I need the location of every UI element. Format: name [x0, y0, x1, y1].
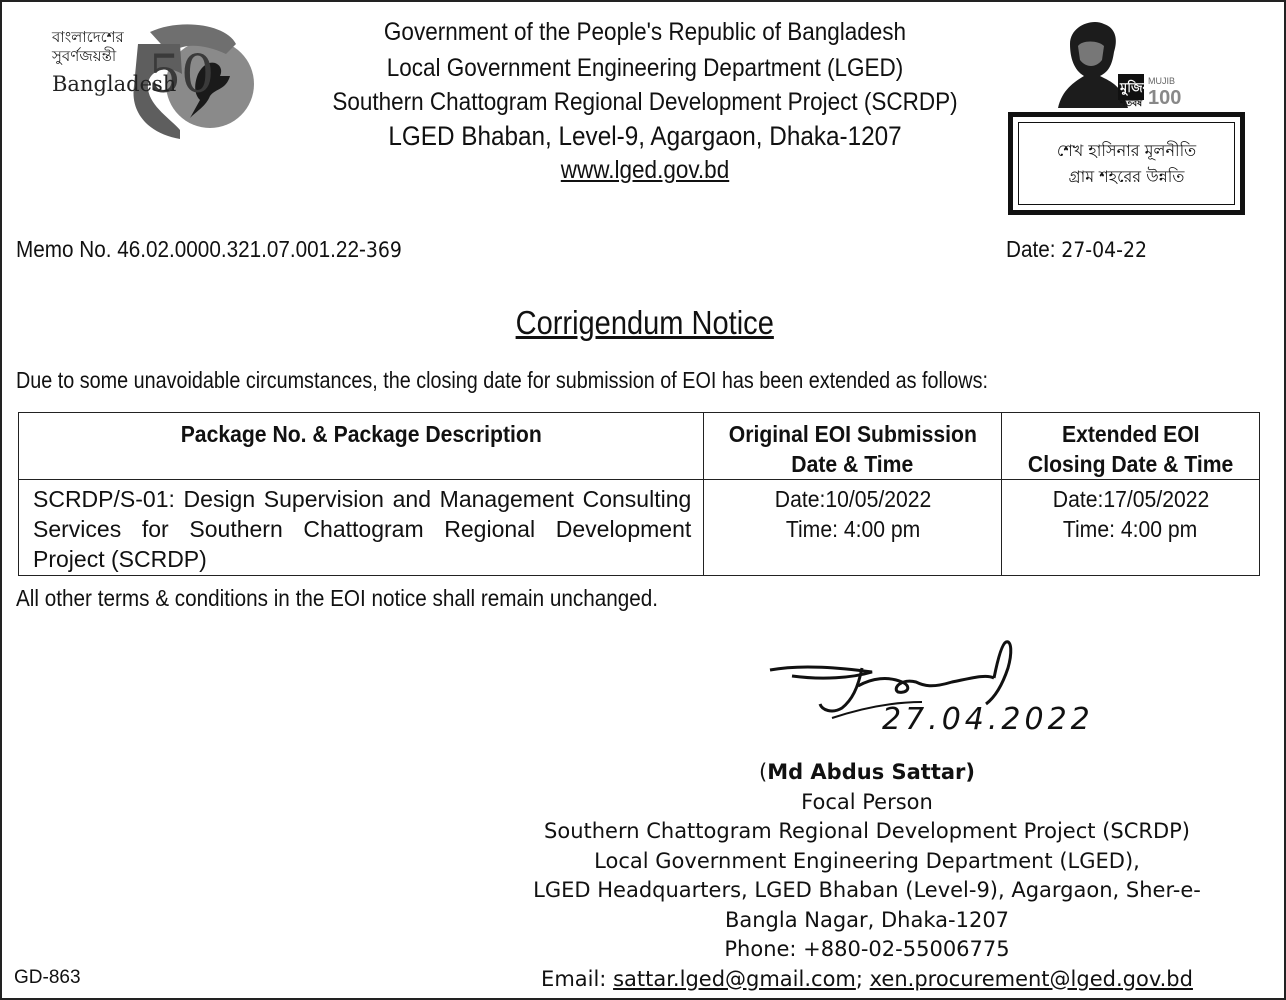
- header-government: Government of the People's Republic of Bangladesh: [383, 18, 907, 46]
- signer-department: Local Government Engineering Department (LGED),: [594, 848, 1140, 873]
- date-value: 27-04-22: [1061, 238, 1148, 262]
- page-title: [2, 304, 1286, 342]
- intro-text: Due to some unavoidable circumstances, the closing date for submission of EOI has been extended as follows:: [16, 367, 988, 393]
- signer-block: [502, 758, 1232, 994]
- gd-number: GD-863: [14, 967, 81, 988]
- header-extended: Extended EOI Closing Date & Time: [1002, 413, 1260, 480]
- closing-note: All other terms & conditions in the EOI notice shall remain unchanged.: [16, 585, 659, 611]
- mujib-100-logo: [1052, 16, 1192, 112]
- extended-time: Time: 4:00 pm: [1063, 516, 1198, 542]
- memo-serial: 369: [365, 238, 402, 262]
- signer-address-1: LGED Headquarters, LGED Bhaban (Level-9), Agargaon, Sher-e-: [533, 878, 1201, 902]
- header-original: Original EOI Submission Date & Time: [704, 413, 1002, 480]
- original-date-time: [704, 480, 1002, 576]
- signature-date: 27.04.2022: [882, 702, 1094, 737]
- mujib-number: 100: [1148, 87, 1182, 109]
- signature-icon: [762, 638, 1162, 758]
- table-row: [19, 480, 1260, 576]
- signer-name: (Md Abdus Sattar): [758, 760, 976, 784]
- eoi-table: [18, 412, 1260, 576]
- signature: [762, 638, 1162, 758]
- package-description: SCRDP/S-01: Design Supervision and Management Consulting Services for Southern Chattogram Regional Development Project (SCRDP): [19, 480, 704, 576]
- email-link-1[interactable]: sattar.lged@gmail.com: [613, 966, 856, 991]
- signer-title: Focal Person: [801, 789, 933, 814]
- signer-phone: Phone: +880-02-55006775: [724, 937, 1010, 961]
- memo-number: [16, 236, 402, 263]
- header-project: Southern Chattogram Regional Development Project (SCRDP): [332, 88, 958, 116]
- email-separator: ;: [855, 966, 863, 991]
- logo-country: Bangladesh: [52, 72, 177, 96]
- signer-project: Southern Chattogram Regional Development Project (SCRDP): [544, 819, 1190, 843]
- email-link-2[interactable]: xen.procurement@lged.gov.bd: [869, 966, 1193, 991]
- email-label: Email:: [541, 966, 607, 991]
- table-header-row: [19, 413, 1260, 480]
- motto-line-1: শেখ হাসিনার মূলনীতি: [1056, 140, 1197, 160]
- logo-number: 50: [148, 45, 215, 105]
- title-text: Corrigendum Notice: [515, 304, 775, 341]
- mujib-latin: MUJIB: [1148, 76, 1175, 86]
- portrait-icon: [1052, 16, 1192, 112]
- signer-email: [502, 965, 1232, 995]
- header-address: LGED Bhaban, Level-9, Agargaon, Dhaka-1207: [388, 121, 902, 151]
- motto-line-2: গ্রাম শহরের উন্নতি: [1068, 166, 1185, 186]
- extended-date: Date:17/05/2022: [1052, 486, 1209, 512]
- logo-bengali-text: বাংলাদেশের সুবর্ণজয়ন্তী: [52, 28, 124, 65]
- motto-box: [1008, 112, 1245, 215]
- date-label: Date:: [1006, 236, 1056, 262]
- memo-date: [1006, 236, 1147, 263]
- mujib-bengali: মুজিব: [1120, 81, 1150, 96]
- original-time: Time: 4:00 pm: [785, 516, 920, 542]
- signer-address-2: Bangla Nagar, Dhaka-1207: [724, 907, 1010, 932]
- header-package: Package No. & Package Description: [19, 413, 704, 480]
- original-date: Date:10/05/2022: [774, 486, 931, 512]
- header-department: Local Government Engineering Department (LGED): [386, 54, 904, 82]
- mujib-sub: শতবর্ষ: [1120, 99, 1143, 109]
- website-link[interactable]: www.lged.gov.bd: [560, 156, 730, 184]
- extended-date-time: [1002, 480, 1260, 576]
- motto-inner: [1018, 122, 1235, 205]
- memo-label: Memo No. 46.02.0000.321.07.001.22-: [16, 236, 366, 262]
